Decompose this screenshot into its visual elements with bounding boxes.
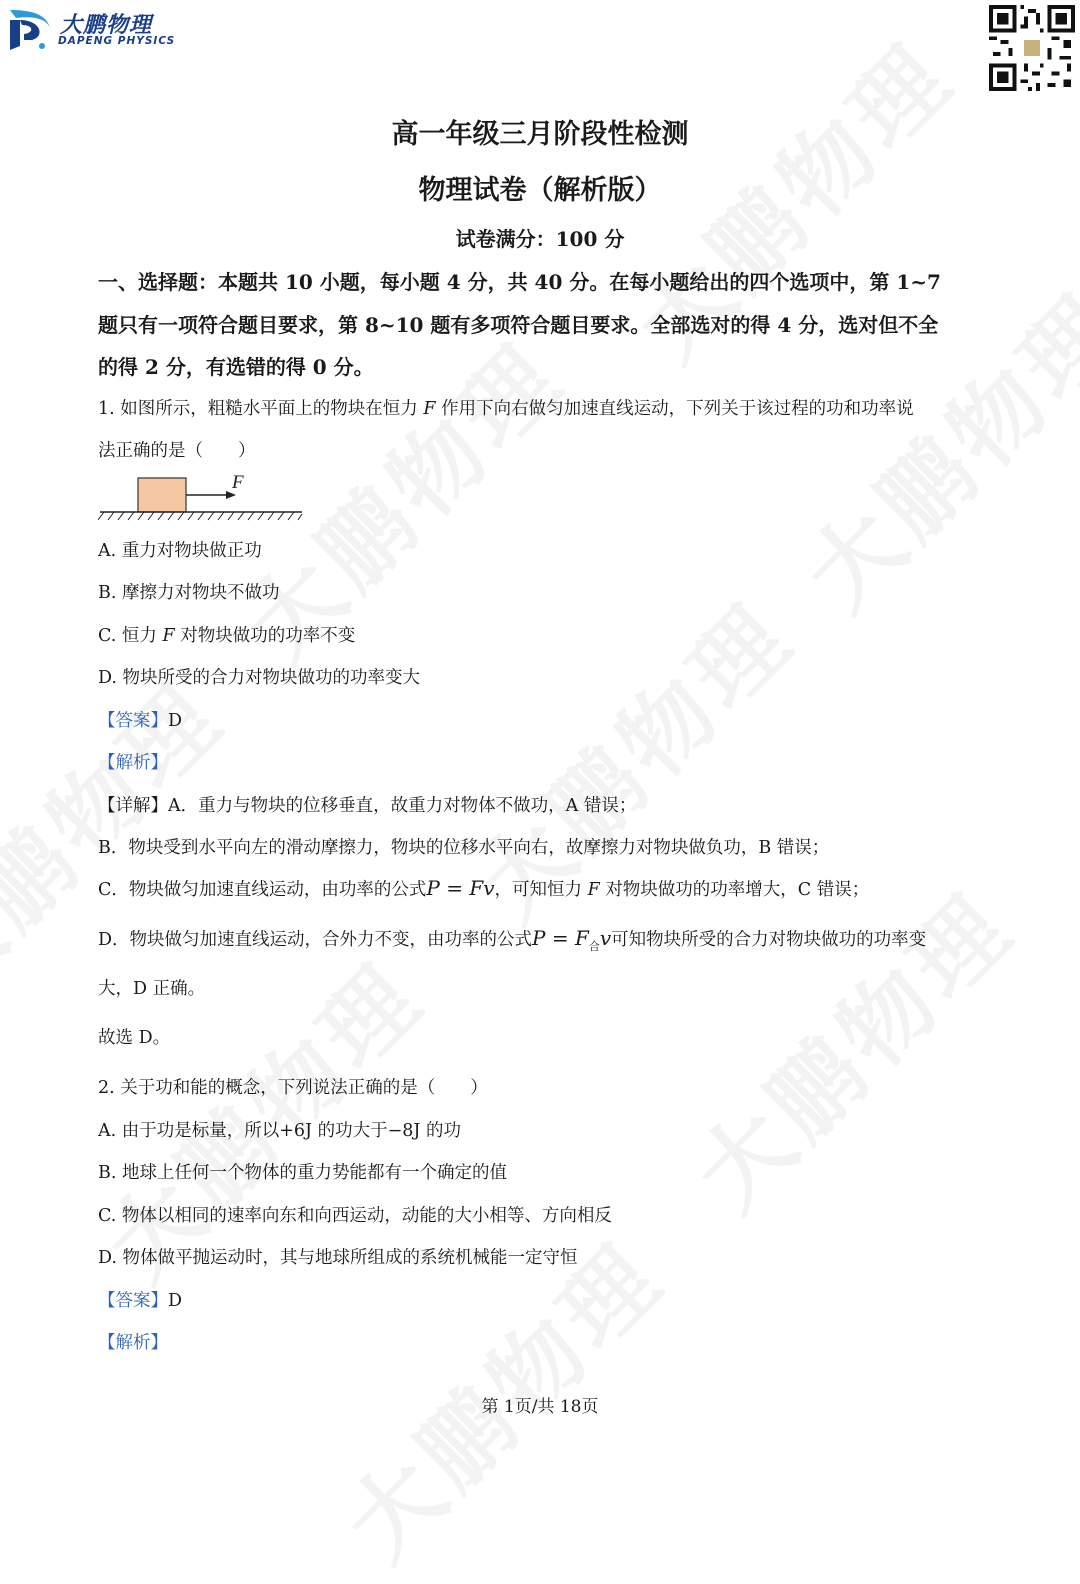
watermark bbox=[662, 858, 1038, 1234]
analysis-tag: 【解析】 bbox=[98, 753, 168, 773]
question-stem: 法正确的是（ ） bbox=[98, 441, 256, 461]
answer-tag: 【答案】 bbox=[98, 1291, 168, 1311]
conclusion: 故选 D。 bbox=[98, 1028, 171, 1048]
section-heading: 的得 2 分，有选错的得 0 分。 bbox=[98, 355, 374, 379]
question-stem: 1. 如图所示，粗糙水平面上的物块在恒力 F 作用下向右做匀加速直线运动，下列关于该过程的功和功率说 bbox=[98, 399, 914, 419]
option-c: C. 恒力 F 对物块做功的功率不变 bbox=[98, 626, 356, 646]
detail-c: C．物块做匀加速直线运动，由功率的公式P = Fv，可知恒力 F 对物块做功的功率增大，C 错误； bbox=[98, 876, 870, 900]
section-heading: 一、选择题：本题共 10 小题，每小题 4 分，共 40 分。在每小题给出的四个选项中，第 1~7 bbox=[98, 270, 941, 294]
block bbox=[138, 478, 186, 512]
ground-hatch bbox=[98, 512, 302, 520]
option-d: D. 物体做平抛运动时，其与地球所组成的系统机械能一定守恒 bbox=[98, 1248, 578, 1268]
detail-a: 【详解】A．重力与物块的位移垂直，故重力对物体不做功，A 错误； bbox=[98, 796, 637, 816]
option-a: A. 重力对物块做正功 bbox=[98, 541, 262, 561]
detail-b: B．物块受到水平向左的滑动摩擦力，物块的位移水平向右，故摩擦力对物块做负功，B 错误； bbox=[98, 838, 830, 858]
formula: $P = F_合v$ bbox=[532, 926, 612, 953]
detail-d-cont: 大，D 正确。 bbox=[98, 979, 206, 999]
analysis-tag: 【解析】 bbox=[98, 1333, 168, 1353]
page-number: 第 1页/共 18页 bbox=[481, 1397, 599, 1417]
block-force-diagram bbox=[98, 470, 308, 522]
option-a: A. 由于功是标量，所以+6J 的功大于−8J 的功 bbox=[98, 1121, 462, 1141]
answer-tag: 【答案】 bbox=[98, 711, 168, 731]
answer-line: 【答案】D bbox=[98, 1291, 183, 1311]
qr-code-icon bbox=[988, 5, 1076, 91]
page-subtitle: 物理试卷（解析版） bbox=[418, 175, 662, 206]
brand-name: 大鹏物理 bbox=[60, 13, 153, 38]
page-title: 高一年级三月阶段性检测 bbox=[391, 119, 689, 150]
section-heading: 题只有一项符合题目要求，第 8~10 题有多项符合题目要求。全部选对的得 4 分，选对但不全 bbox=[98, 313, 939, 337]
detail-d: D．物块做匀加速直线运动，合外力不变，由功率的公式$P = F_合v$可知物块所受的合力对物块做功的功率变 bbox=[98, 926, 927, 953]
brand-name-en: DAPENG PHYSICS bbox=[58, 35, 176, 47]
brand-logo-icon bbox=[6, 6, 54, 52]
force-label: F bbox=[232, 472, 244, 493]
question-stem: 2. 关于功和能的概念，下列说法正确的是（ ） bbox=[98, 1078, 488, 1098]
option-c: C. 物体以相同的速率向东和向西运动，动能的大小相等、方向相反 bbox=[98, 1206, 612, 1226]
answer-line: 【答案】D bbox=[98, 711, 183, 731]
full-score: 试卷满分：100 分 bbox=[455, 227, 625, 251]
option-b: B. 地球上任何一个物体的重力势能都有一个确定的值 bbox=[98, 1163, 507, 1183]
option-d: D. 物块所受的合力对物块做功的功率变大 bbox=[98, 668, 421, 688]
option-b: B. 摩擦力对物块不做功 bbox=[98, 583, 280, 603]
formula: P = Fv bbox=[426, 876, 495, 900]
